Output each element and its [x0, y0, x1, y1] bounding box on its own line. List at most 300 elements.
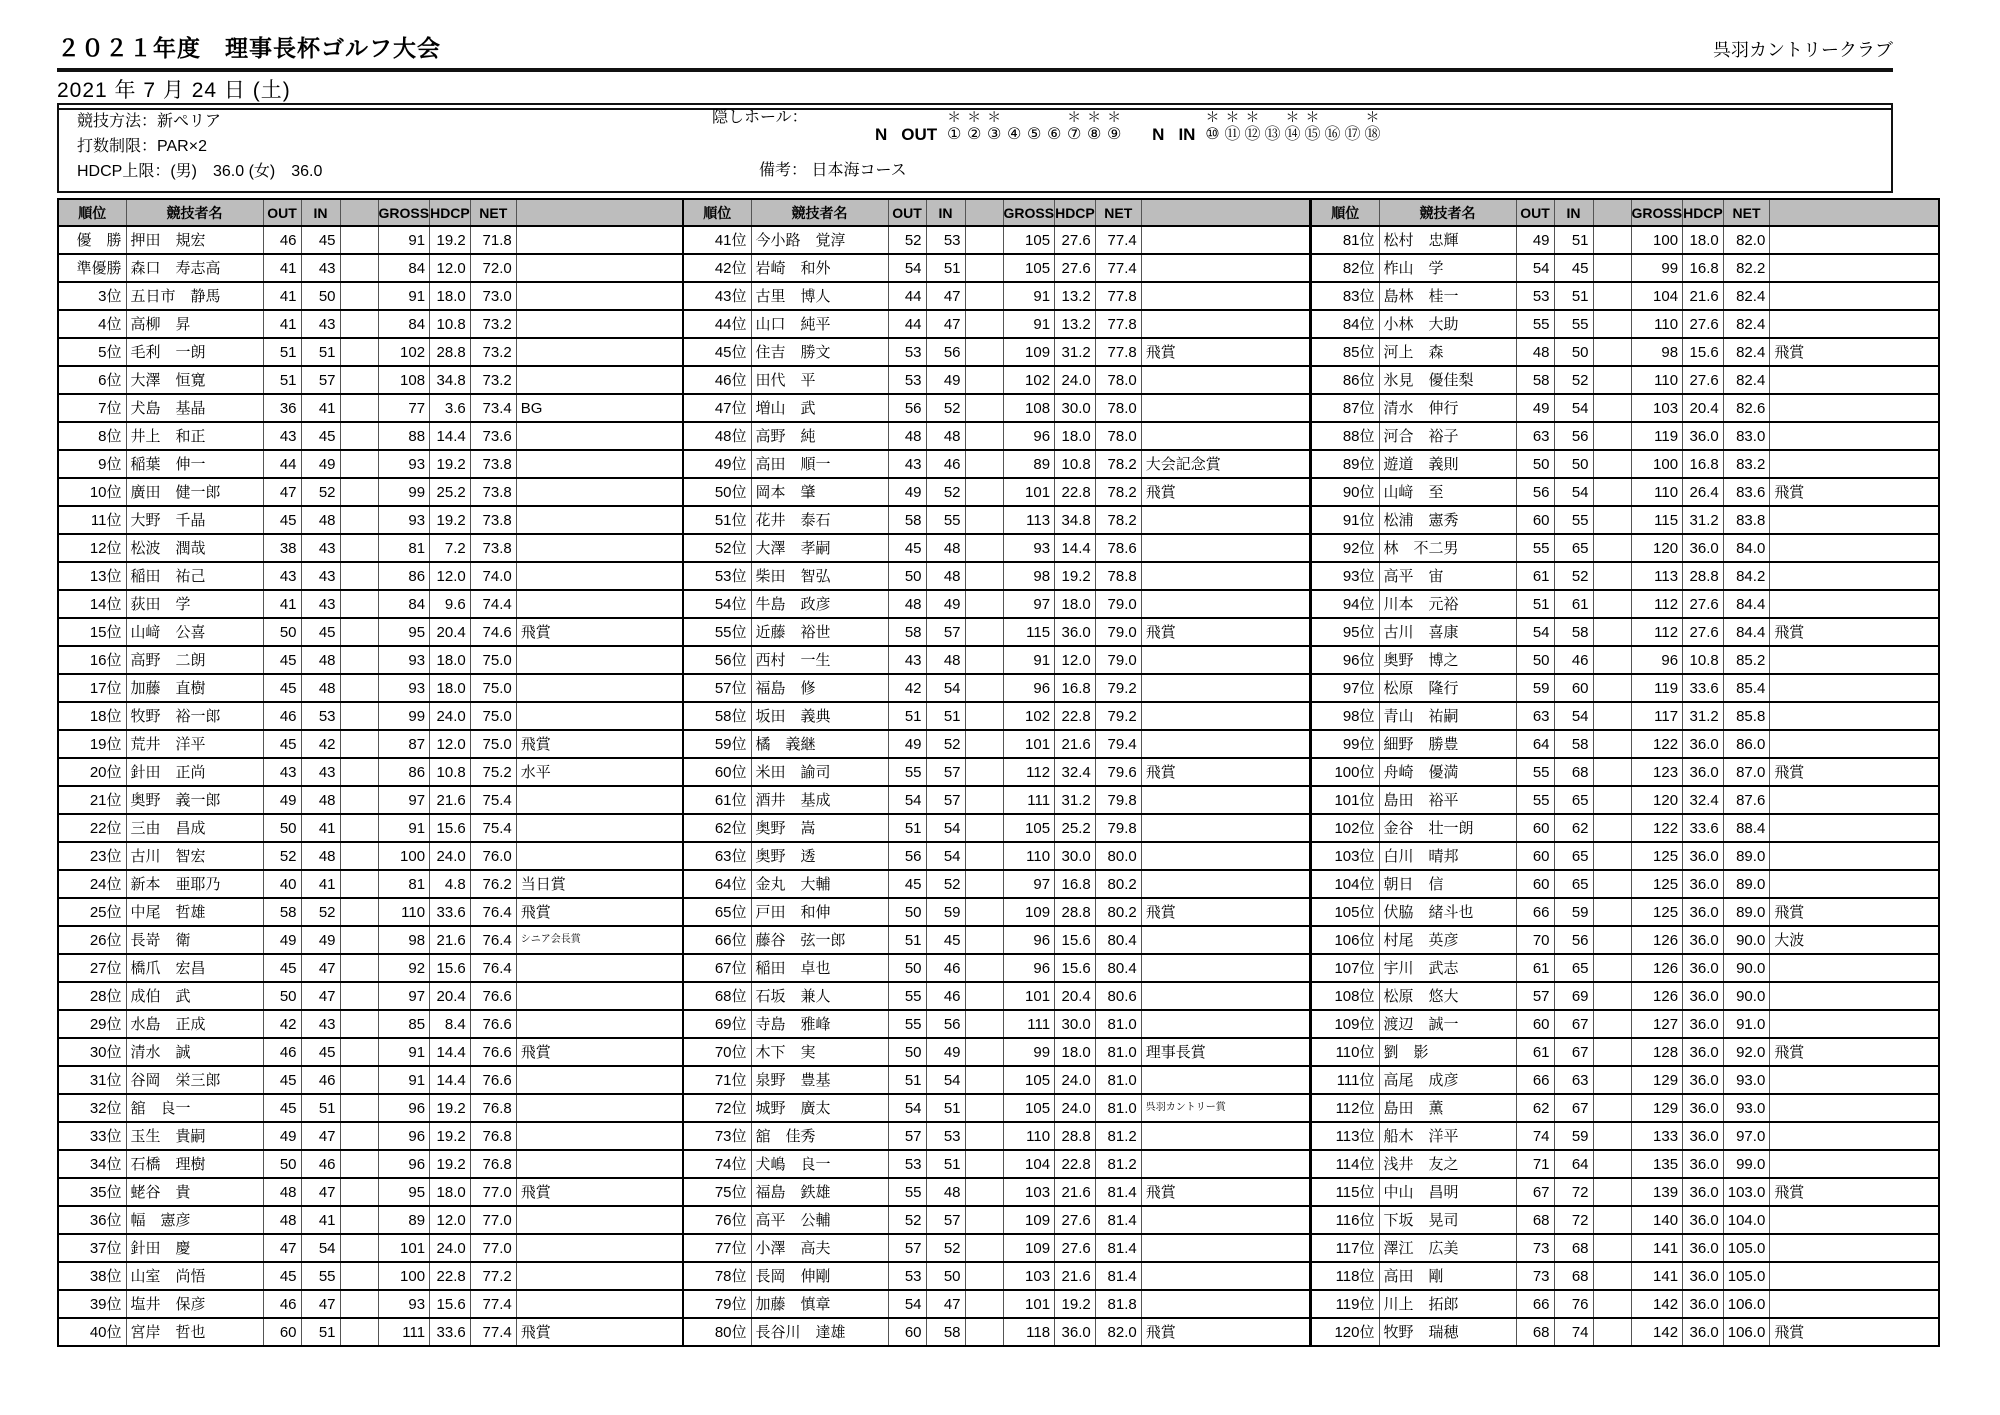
hdcp-cell: 12.0: [1055, 646, 1096, 674]
table-row: [58, 1234, 685, 1262]
table-row: [1311, 1038, 1939, 1066]
name-cell: 毛利 一朗: [126, 338, 263, 366]
gross-cell: 109: [1003, 1234, 1055, 1262]
title-row: [57, 30, 1893, 72]
in-cell: 53: [926, 1122, 965, 1150]
name-cell: 高田 剛: [1379, 1262, 1516, 1290]
remark-cell: [1770, 254, 1939, 282]
remark-cell: [1141, 282, 1310, 310]
spacer-cell: [1593, 282, 1631, 310]
remark-cell: [1770, 870, 1939, 898]
rank-cell: 95位: [1311, 618, 1379, 646]
gross-cell: 140: [1631, 1206, 1683, 1234]
net-cell: 73.8: [470, 506, 516, 534]
remark-cell: [516, 1262, 685, 1290]
net-cell: 81.2: [1095, 1150, 1141, 1178]
gross-cell: 91: [378, 1038, 430, 1066]
in-cell: 53: [301, 702, 340, 730]
gross-cell: 86: [378, 758, 430, 786]
name-cell: 岡本 肇: [751, 478, 888, 506]
remark-cell: [1141, 1262, 1310, 1290]
gross-cell: 125: [1631, 898, 1683, 926]
name-cell: 川上 拓郎: [1379, 1290, 1516, 1318]
gross-cell: 104: [1631, 282, 1683, 310]
net-cell: 81.4: [1095, 1178, 1141, 1206]
in-cell: 74: [1554, 1318, 1593, 1346]
hole-number: ③: [987, 126, 1002, 143]
header-row: [1311, 199, 1939, 226]
table-row: [683, 394, 1310, 422]
gross-cell: 99: [378, 702, 430, 730]
hidden-hole: [1322, 109, 1342, 145]
net-cell: 84.4: [1723, 590, 1770, 618]
out-cell: 51: [888, 1066, 926, 1094]
net-cell: 79.8: [1095, 814, 1141, 842]
out-cell: 50: [263, 618, 301, 646]
net-cell: 73.2: [470, 310, 516, 338]
spacer-cell: [965, 1038, 1003, 1066]
in-cell: 43: [301, 562, 340, 590]
out-cell: 45: [263, 506, 301, 534]
spacer-cell: [965, 366, 1003, 394]
table-row: [58, 282, 685, 310]
out-cell: 46: [263, 1038, 301, 1066]
net-cell: 77.8: [1095, 338, 1141, 366]
hdcp-cell: 20.4: [1683, 394, 1724, 422]
name-cell: 清水 伸行: [1379, 394, 1516, 422]
rank-cell: 119位: [1311, 1290, 1379, 1318]
rank-cell: 105位: [1311, 898, 1379, 926]
table-row: [1311, 842, 1939, 870]
spacer-cell: [1593, 1318, 1631, 1346]
table-row: [1311, 450, 1939, 478]
gross-cell: 102: [1003, 366, 1055, 394]
hole-number: ②: [967, 126, 982, 143]
hdcp-cell: 27.6: [1055, 1206, 1096, 1234]
hole-number: ④: [1007, 126, 1022, 143]
remark-cell: 飛賞: [1141, 1178, 1310, 1206]
hdcp-cell: 15.6: [1683, 338, 1724, 366]
rank-cell: 67位: [683, 954, 751, 982]
net-cell: 79.0: [1095, 618, 1141, 646]
gross-cell: 141: [1631, 1262, 1683, 1290]
hole-number: ⑩: [1205, 126, 1220, 143]
out-cell: 53: [888, 1262, 926, 1290]
spacer-cell: [1593, 954, 1631, 982]
gross-cell: 113: [1631, 562, 1683, 590]
name-cell: 小林 大助: [1379, 310, 1516, 338]
name-cell: 住吉 勝文: [751, 338, 888, 366]
column-header: 競技者名: [751, 199, 888, 226]
table-row: [58, 450, 685, 478]
in-cell: 68: [1554, 758, 1593, 786]
hdcp-cell: 30.0: [1055, 394, 1096, 422]
hole-number: ⑧: [1087, 126, 1102, 143]
table-row: [1311, 310, 1939, 338]
column-header: 競技者名: [1379, 199, 1516, 226]
gross-cell: 84: [378, 254, 430, 282]
spacer-cell: [965, 226, 1003, 254]
out-cell: 54: [888, 1094, 926, 1122]
hdcp-cell: 36.0: [1683, 1290, 1724, 1318]
net-cell: 75.4: [470, 786, 516, 814]
hole-number: ⑪: [1224, 126, 1241, 143]
net-cell: 77.4: [470, 1318, 516, 1346]
gross-cell: 118: [1003, 1318, 1055, 1346]
gross-cell: 122: [1631, 814, 1683, 842]
hole-number: ⑰: [1344, 126, 1361, 143]
rank-cell: 48位: [683, 422, 751, 450]
in-cell: 41: [301, 1206, 340, 1234]
hdcp-cell: 12.0: [430, 562, 471, 590]
rank-cell: 91位: [1311, 506, 1379, 534]
net-cell: 83.0: [1723, 422, 1770, 450]
net-cell: 99.0: [1723, 1150, 1770, 1178]
rank-cell: 68位: [683, 982, 751, 1010]
spacer-cell: [340, 870, 378, 898]
out-cell: 45: [263, 730, 301, 758]
in-cell: 43: [301, 590, 340, 618]
out-label: OUT: [901, 125, 938, 144]
in-cell: 56: [926, 338, 965, 366]
remark-cell: [1770, 394, 1939, 422]
out-cell: 51: [263, 338, 301, 366]
gross-cell: 110: [1003, 1122, 1055, 1150]
out-cell: 50: [1516, 646, 1554, 674]
hdcp-cell: 24.0: [430, 1234, 471, 1262]
remark-cell: [1770, 534, 1939, 562]
hole-number: ⑯: [1324, 126, 1341, 143]
header-row: [58, 199, 685, 226]
table-row: [58, 338, 685, 366]
name-cell: 稲田 祐己: [126, 562, 263, 590]
name-cell: 福島 修: [751, 674, 888, 702]
remark-cell: [516, 310, 685, 338]
name-cell: 白川 晴邦: [1379, 842, 1516, 870]
hdcp-cell: 34.8: [1055, 506, 1096, 534]
hdcp-limit-value: (男) 36.0 (女) 36.0: [170, 163, 323, 180]
remark-cell: [516, 982, 685, 1010]
out-cell: 60: [263, 1318, 301, 1346]
rank-cell: 65位: [683, 898, 751, 926]
name-cell: 浅井 友之: [1379, 1150, 1516, 1178]
table-row: [1311, 814, 1939, 842]
net-cell: 71.8: [470, 226, 516, 254]
gross-cell: 128: [1631, 1038, 1683, 1066]
net-cell: 74.0: [470, 562, 516, 590]
table-row: [58, 618, 685, 646]
gross-cell: 95: [378, 1178, 430, 1206]
table-row: [683, 954, 1310, 982]
stroke-limit-value: PAR×2: [157, 138, 207, 155]
net-cell: 105.0: [1723, 1234, 1770, 1262]
gross-cell: 102: [1003, 702, 1055, 730]
out-cell: 51: [1516, 590, 1554, 618]
out-cell: 43: [263, 758, 301, 786]
gross-cell: 101: [1003, 982, 1055, 1010]
hdcp-cell: 16.8: [1683, 450, 1724, 478]
hdcp-cell: 16.8: [1055, 674, 1096, 702]
remark-cell: 呉羽カントリー賞: [1141, 1094, 1310, 1122]
table-row: [58, 758, 685, 786]
table-row: [58, 1262, 685, 1290]
column-header: GROSS: [1003, 199, 1055, 226]
table-row: [1311, 1318, 1939, 1346]
rank-cell: 82位: [1311, 254, 1379, 282]
spacer-cell: [965, 674, 1003, 702]
table-row: [683, 870, 1310, 898]
remark-cell: [1141, 394, 1310, 422]
out-cell: 60: [1516, 842, 1554, 870]
out-cell: 50: [888, 954, 926, 982]
out-cell: 42: [263, 1010, 301, 1038]
name-cell: 田代 平: [751, 366, 888, 394]
net-cell: 97.0: [1723, 1122, 1770, 1150]
out-cell: 49: [1516, 394, 1554, 422]
net-cell: 80.6: [1095, 982, 1141, 1010]
out-cell: 59: [1516, 674, 1554, 702]
rank-cell: 準優勝: [58, 254, 126, 282]
gross-cell: 91: [378, 282, 430, 310]
out-cell: 61: [1516, 1038, 1554, 1066]
spacer-cell: [1593, 1066, 1631, 1094]
hdcp-cell: 15.6: [430, 954, 471, 982]
remark-line: [759, 157, 907, 180]
remark-cell: [516, 282, 685, 310]
name-cell: 長嵜 衛: [126, 926, 263, 954]
gross-cell: 112: [1003, 758, 1055, 786]
in-cell: 49: [301, 926, 340, 954]
rank-cell: 23位: [58, 842, 126, 870]
out-cell: 63: [1516, 422, 1554, 450]
method-label: 競技方法：: [77, 113, 158, 130]
table-row: [1311, 898, 1939, 926]
remark-cell: [516, 1234, 685, 1262]
hdcp-cell: 33.6: [430, 898, 471, 926]
hdcp-cell: 27.6: [1683, 310, 1724, 338]
remark-cell: [516, 590, 685, 618]
table-row: [1311, 422, 1939, 450]
net-cell: 82.4: [1723, 338, 1770, 366]
name-cell: 柴田 智弘: [751, 562, 888, 590]
hdcp-cell: 36.0: [1683, 1178, 1724, 1206]
net-cell: 93.0: [1723, 1094, 1770, 1122]
out-cell: 43: [888, 450, 926, 478]
out-cell: 58: [888, 506, 926, 534]
gross-cell: 81: [378, 870, 430, 898]
name-cell: 松浦 憲秀: [1379, 506, 1516, 534]
gross-cell: 109: [1003, 338, 1055, 366]
hidden-hole-star: ＊: [1365, 109, 1380, 125]
out-cell: 45: [888, 534, 926, 562]
table-row: [1311, 226, 1939, 254]
in-cell: 51: [926, 702, 965, 730]
net-cell: 76.2: [470, 870, 516, 898]
spacer-cell: [965, 1066, 1003, 1094]
hidden-hole-star: ＊: [1087, 109, 1102, 125]
gross-cell: 96: [378, 1094, 430, 1122]
net-cell: 73.0: [470, 282, 516, 310]
net-cell: 78.2: [1095, 450, 1141, 478]
hdcp-cell: 15.6: [430, 1290, 471, 1318]
remark-cell: [1770, 562, 1939, 590]
spacer-cell: [965, 282, 1003, 310]
remark-cell: 飛賞: [1141, 898, 1310, 926]
column-header: IN: [1554, 199, 1593, 226]
rank-cell: 51位: [683, 506, 751, 534]
gross-cell: 93: [378, 674, 430, 702]
name-cell: 幅 憲彦: [126, 1206, 263, 1234]
name-cell: 廣田 健一郎: [126, 478, 263, 506]
name-cell: 寺島 雅峰: [751, 1010, 888, 1038]
out-cell: 49: [888, 478, 926, 506]
table-row: [683, 786, 1310, 814]
column-header: GROSS: [1631, 199, 1683, 226]
table-row: [58, 422, 685, 450]
in-cell: 46: [926, 450, 965, 478]
net-cell: 79.6: [1095, 758, 1141, 786]
club-name: 呉羽カントリークラブ: [1713, 40, 1893, 60]
gross-cell: 111: [378, 1318, 430, 1346]
out-cell: 62: [1516, 1094, 1554, 1122]
table-row: [1311, 1206, 1939, 1234]
out-cell: 57: [1516, 982, 1554, 1010]
rank-cell: 96位: [1311, 646, 1379, 674]
table-row: [683, 478, 1310, 506]
rank-cell: 7位: [58, 394, 126, 422]
spacer-cell: [340, 618, 378, 646]
table-row: [1311, 506, 1939, 534]
remark-cell: [516, 1290, 685, 1318]
hdcp-cell: 36.0: [1683, 730, 1724, 758]
out-n-label: N: [875, 125, 888, 144]
column-header: 順位: [58, 199, 126, 226]
remark-cell: 飛賞: [1770, 618, 1939, 646]
name-cell: 牧野 裕一郎: [126, 702, 263, 730]
hdcp-cell: 19.2: [430, 450, 471, 478]
net-cell: 83.2: [1723, 450, 1770, 478]
gross-cell: 84: [378, 310, 430, 338]
in-cell: 54: [926, 814, 965, 842]
remark-cell: [1141, 254, 1310, 282]
net-cell: 82.0: [1095, 1318, 1141, 1346]
spacer-cell: [1593, 1122, 1631, 1150]
column-header: HDCP: [1683, 199, 1724, 226]
net-cell: 80.4: [1095, 926, 1141, 954]
remark-cell: [1141, 870, 1310, 898]
net-cell: 78.6: [1095, 534, 1141, 562]
table-row: [683, 366, 1310, 394]
net-cell: 73.8: [470, 534, 516, 562]
name-cell: 増山 武: [751, 394, 888, 422]
rank-cell: 14位: [58, 590, 126, 618]
out-cell: 53: [1516, 282, 1554, 310]
in-cell: 68: [1554, 1234, 1593, 1262]
hdcp-cell: 10.8: [1055, 450, 1096, 478]
hdcp-cell: 36.0: [1683, 758, 1724, 786]
hole-number: ⑫: [1244, 126, 1261, 143]
rank-cell: 86位: [1311, 366, 1379, 394]
rank-cell: 8位: [58, 422, 126, 450]
remark-cell: [516, 1122, 685, 1150]
remark-cell: [1141, 590, 1310, 618]
gross-cell: 93: [378, 646, 430, 674]
name-cell: 加藤 慎章: [751, 1290, 888, 1318]
hdcp-cell: 22.8: [1055, 478, 1096, 506]
remark-cell: [1770, 1094, 1939, 1122]
spacer-cell: [1593, 394, 1631, 422]
spacer-cell: [965, 310, 1003, 338]
net-cell: 79.0: [1095, 590, 1141, 618]
spacer-cell: [965, 506, 1003, 534]
spacer-cell: [340, 898, 378, 926]
remark-cell: 水平: [516, 758, 685, 786]
rank-cell: 18位: [58, 702, 126, 730]
in-cell: 54: [301, 1234, 340, 1262]
stroke-limit-label: 打数制限：: [77, 138, 158, 155]
hdcp-cell: 13.2: [1055, 282, 1096, 310]
hdcp-cell: 21.6: [1055, 730, 1096, 758]
net-cell: 77.8: [1095, 310, 1141, 338]
hdcp-cell: 28.8: [1683, 562, 1724, 590]
table-row: [58, 590, 685, 618]
in-cell: 47: [926, 282, 965, 310]
rank-cell: 55位: [683, 618, 751, 646]
hidden-hole-star: ＊: [1305, 109, 1320, 125]
hidden-hole: [1202, 109, 1222, 145]
spacer-cell: [340, 506, 378, 534]
in-cell: 51: [301, 1318, 340, 1346]
in-cell: 45: [926, 926, 965, 954]
rank-cell: 94位: [1311, 590, 1379, 618]
in-cell: 41: [301, 814, 340, 842]
table-row: [1311, 1290, 1939, 1318]
spacer-cell: [340, 366, 378, 394]
hdcp-cell: 14.4: [430, 1066, 471, 1094]
in-cell: 57: [926, 1206, 965, 1234]
net-cell: 77.8: [1095, 282, 1141, 310]
spacer-cell: [340, 1178, 378, 1206]
in-cell: 51: [926, 1094, 965, 1122]
rank-cell: 46位: [683, 366, 751, 394]
gross-cell: 100: [1631, 226, 1683, 254]
table-row: [1311, 1122, 1939, 1150]
gross-cell: 109: [1003, 898, 1055, 926]
out-cell: 50: [888, 562, 926, 590]
in-cell: 56: [1554, 926, 1593, 954]
name-cell: 水島 正成: [126, 1010, 263, 1038]
hdcp-cell: 21.6: [430, 786, 471, 814]
table-row: [58, 870, 685, 898]
table-row: [683, 226, 1310, 254]
spacer-cell: [340, 786, 378, 814]
net-cell: 80.2: [1095, 870, 1141, 898]
name-cell: 橋爪 宏昌: [126, 954, 263, 982]
in-cell: 67: [1554, 1010, 1593, 1038]
remark-cell: [516, 1094, 685, 1122]
gross-cell: 105: [1003, 226, 1055, 254]
hdcp-cell: 16.8: [1683, 254, 1724, 282]
in-cell: 48: [926, 534, 965, 562]
gross-cell: 142: [1631, 1318, 1683, 1346]
hdcp-cell: 36.0: [1055, 618, 1096, 646]
spacer-cell: [340, 338, 378, 366]
out-cell: 60: [1516, 814, 1554, 842]
net-cell: 77.0: [470, 1206, 516, 1234]
remark-cell: [1141, 954, 1310, 982]
hidden-hole-star: ＊: [1067, 109, 1082, 125]
table-row: [58, 702, 685, 730]
